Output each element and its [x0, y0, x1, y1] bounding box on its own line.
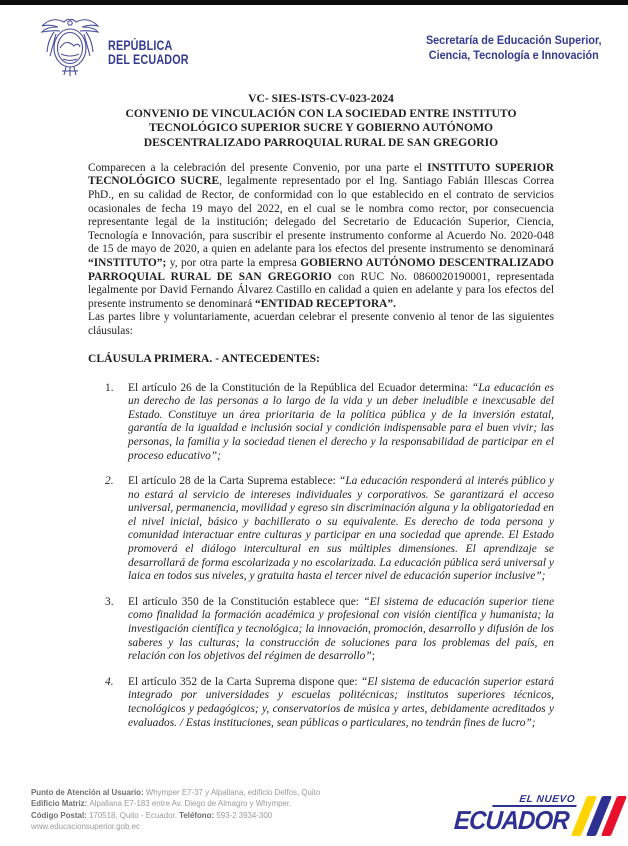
clause-heading: CLÁUSULA PRIMERA. - ANTECEDENTES:	[88, 351, 320, 365]
item-text: El artículo 26 de la Constitución de la República del Ecuador determina: “La educación es un derecho de las personas a lo largo de la vida y un deber ineludible e inexcusable del Estado. Constituye un área prioritaria de la política pública y de la inversión estatal, garantía de la igualdad e inclusión social y condición indispensable para el buen vivir; las personas, la familia y la sociedad tienen el derecho y la responsabilidad de participar en el proceso educativo”;	[128, 381, 554, 462]
footer-line-matriz: Edificio Matriz: Alpallana E7-183 entre Av. Diego de Almagro y Whymper.	[31, 798, 292, 809]
item-text: El artículo 352 de la Carta Suprema dispone que: “El sistema de educación superior estará integrado por universidades y escuelas politécnicas; institutos superiores técnicos, tecnológicos y pedagógicos; y, conservatorios de música y artes, debidamente acreditados y evaluados. / Estas instituciones, sean públicas o particulares, no tendrán fines de lucro”;	[128, 675, 554, 729]
title-line2: TECNOLÓGICO SUPERIOR SUCRE Y GOBIERNO AUTÓNOMO	[148, 121, 494, 135]
logo-el-nuevo: EL NUEVO	[492, 794, 577, 807]
republic-brand	[34, 14, 209, 78]
item-number: 1.	[105, 381, 114, 394]
brand-line2: DEL ECUADOR	[108, 52, 189, 67]
title-line3: DESCENTRALIZADO PARROQUIAL RURAL DE SAN GREGORIO	[143, 136, 499, 150]
el-nuevo-ecuador-logo	[455, 794, 623, 842]
document-title	[88, 92, 554, 151]
item-text: El artículo 28 de la Carta Suprema establece: “La educación responderá al interés público y no estará al servicio de intereses individuales y corporativos. Se garantizará el acceso universal, permanencia, movilidad y egreso sin discriminación alguna y la obligatoriedad en el nivel inicial, básico y bachillerato o su equivalente. Es derecho de toda persona y comunidad interactuar entre culturas y participar en una sociedad que aprende. El Estado promoverá el diálogo intercultural en sus múltiples dimensiones. El aprendizaje se desarrollará de forma escolarizada y no escolarizada. La educación pública será universal y laica en todos sus niveles, y gratuita hasta el tercer nivel de educación superior inclusive”;	[128, 475, 554, 583]
footer-website: www.educacionsuperior.gob.ec	[31, 821, 141, 832]
document-body	[88, 162, 554, 730]
item-number: 2.	[105, 475, 114, 488]
item-number: 4.	[105, 675, 114, 688]
secretaria-line2: Ciencia, Tecnología e Innovación	[429, 48, 600, 62]
item-text: El artículo 350 de la Constitución establece que: “El sistema de educación superior tiene como finalidad la formación académica y profesional con visión científica y humanista; la investigación científica y tecnológica; la innovación, promoción, desarrollo y difusión de los saberes y las culturas; la construcción de soluciones para los problemas del país, en relación con los objetivos del régimen de desarrollo”;	[128, 595, 554, 663]
republic-brand-text	[108, 39, 189, 68]
secretaria-title	[426, 33, 602, 63]
brand-line1: REPÚBLICA	[108, 37, 173, 53]
title-line1: CONVENIO DE VINCULACIÓN CON LA SOCIEDAD ENTRE INSTITUTO	[125, 106, 517, 120]
logo-text-block	[455, 794, 577, 833]
logo-ecuador: ECUADOR	[453, 805, 570, 835]
intro-paragraph: Comparecen a la celebración del presente Convenio, por una parte el INSTITUTO SUPERIOR TECNOLÓGICO SUCRE, legalmente representado por el Ing. Santiago Fabián Illescas Correa PhD., en su calidad de Rector, de conformidad con lo que establecido en el contrato de servicios ocasionales de fecha 19 mayo del 2022, en el cual se le nombra como rector, por consecuencia representante legal de la institución; delegado del Secretario de Educación Superior, Ciencia, Tecnología e Innovación, para suscribir el presente instrumento conforme al Acuerdo No. 2020-048 de 15 de mayo de 2020, a quien en adelante para los efectos del presente instrumento se denominará “INSTITUTO”; y, por otra parte la empresa GOBIERNO AUTÓNOMO DESCENTRALIZADO PARROQUIAL RURAL DE SAN GREGORIO con RUC No. 0860020190001, representada legalmente por David Fernando Álvarez Castillo en calidad a quien en adelante y para los efectos del presente instrumento se denominará “ENTIDAD RECEPTORA”.	[88, 161, 555, 310]
document-code: VC- SIES-ISTS-CV-023-2024	[248, 92, 394, 105]
logo-stripes-icon	[579, 796, 624, 836]
list-item	[88, 676, 554, 730]
item-number: 3.	[105, 595, 114, 608]
letterhead	[0, 5, 628, 83]
secretaria-line1: Secretaría de Educación Superior,	[426, 33, 602, 47]
footer-line-postal: Código Postal: 170518, Quito - Ecuador. Teléfono: 593-2 3934-300	[31, 809, 273, 820]
ecuador-coat-of-arms-icon	[34, 14, 106, 78]
agreement-paragraph: Las partes libre y voluntariamente, acuerdan celebrar el presente convenio al tenor de las siguientes cláusulas:	[88, 311, 554, 337]
list-item	[88, 382, 554, 464]
footer-line-atencion: Punto de Atención al Usuario: Whymper E7-37 y Alpallana, edificio Delfos, Quito	[31, 787, 321, 797]
antecedentes-list	[88, 382, 554, 731]
list-item	[88, 596, 554, 664]
footer-contact-info	[31, 787, 320, 833]
list-item	[88, 475, 554, 584]
